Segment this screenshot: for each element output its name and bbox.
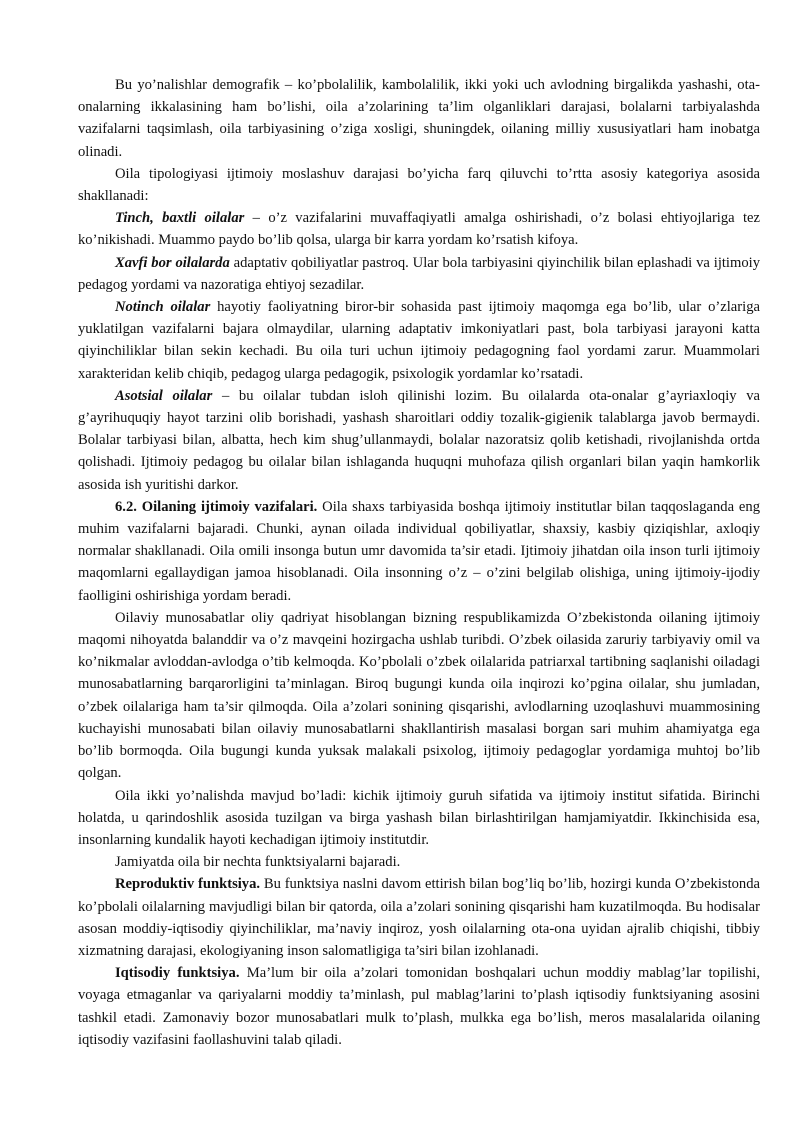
paragraph-troubled-families (78, 296, 760, 385)
paragraph-text: Oila ikki yo’nalishda mavjud bo’ladi: kichik ijtimoiy guruh sifatida va ijtimoiy institut sifatida. Birinchi holatda, u qarindoshlik asosida tuzilgan va birga yashash bilan birlashtirilgan hamjamiyatdir. Ikkinchisida esa, insonlarning kundalik hayoti kechadigan ijtimoiy institutdir. (78, 787, 760, 848)
paragraph-text: Bu funktsiya naslni davom ettirish bilan bog’liq bo’lib, hozirgi kunda O’zbekistonda ko’pbolali oilalarning mavjudligi bilan bir qatorda, oila a’zolari sonining qisqarishi ham kuzatilmoqda. Bu hodisalar asosan moddiy-iqtisodiy qiyinchiliklar, ma’naviy inqiroz, yosh oilalarning ota-ona uyidan ajralib chiqishi, tibbiy xizmatning darajasi, ekologiyaning inson salomatligiga ta’siri bilan izohlanadi. (78, 876, 760, 959)
term-economic-function: Iqtisodiy funktsiya. (115, 965, 240, 982)
term-asocial-families: Asotsial oilalar (115, 387, 213, 404)
paragraph-text: adaptativ qobiliyatlar pastroq. Ular bola tarbiyasini qiyinchilik bilan eplashadi va ijtimoiy pedagog yordami va nazoratiga ehtiyoj sezadilar. (78, 254, 760, 293)
paragraph-text: Oilaviy munosabatlar oliy qadriyat hisoblangan bizning respublikamizda O’zbekistonda oilaning ijtimoiy maqomi nihoyatda balanddir va o’z mavqeini hozirgacha ushlab turibdi. O’zbek oilasida zaruriy tarbiyaviy omil va ko’nikmalar avloddan-avlodga o’tib kelmoqda. Ko’pbolali o’zbek oilalarida patriarxal tartibning saqlanishi oiladagi munosabatlarning barqarorligini ta’minlagan. Biroq bugungi kunda oila inqirozi ko’pgina oilalar, shu jumladan, o’zbek oilalariga ham ta’sir qilmoqda. Oila a’zolari sonining qisqarishi, avlodlarning uzoqlashuvi muammosining kuchayishi munosabati bilan oilaviy munosabatlarni shakllantirish masalasi borgan sari muhim ahamiyatga ega bo’lib bormoqda. Oila bugungi kunda yuksak malakali psixolog, ijtimoiy pedagoglar yordamiga muhtoj bo’lib qolgan. (78, 609, 760, 782)
paragraph-calm-families (78, 207, 760, 251)
paragraph-family-functions (78, 851, 760, 873)
paragraph-two-directions (78, 785, 760, 852)
paragraph-family-relations-uzbekistan (78, 607, 760, 785)
paragraph-section-6-2 (78, 496, 760, 607)
paragraph-text: – o’z vazifalarini muvaffaqiyatli amalga oshirishadi, o’z bolasi ehtiyojlariga tez ko’nikishadi. Muammo paydo bo’lib qolsa, ularga bir karra yordam ko’rsatish kifoya. (78, 210, 760, 249)
paragraph-risk-families (78, 252, 760, 296)
paragraph-text: Oila shaxs tarbiyasida boshqa ijtimoiy institutlar bilan taqqoslaganda eng muhim vazifalarni bajaradi. Chunki, aynan oilada individual qobiliyatlar, shaxsiy, kasbiy qiziqishlar, axloqiy normalar shakllanadi. Oila omili insonga butun umr davomida ta’sir etadi. Ijtimoiy jihatdan oila inson turli ijtimoiy maqomlarni egallaydigan jamoa hisoblanadi. Oila insonning o’z – o’zini belgilab olishiga, uning ijtimoiy-ijodiy faolligini oshirishiga yordam beradi. (78, 498, 760, 604)
paragraph-text: hayotiy faoliyatning biror-bir sohasida past ijtimoiy maqomga ega bo’lib, ular o’zlariga yuklatilgan vazifalarni bajara olmaydilar, ularning adaptativ imkoniyatlari past, bola tarbiyasi jarayoni katta qiyinchiliklar bilan sekin kechadi. Bu oila turi uchun ijtimoiy pedagogning faol yordami zarur. Muammolari xarakteridan kelib chiqib, pedagog ularga pedagogik, psixologik yordamlar ko’rsatadi. (78, 299, 760, 382)
term-troubled-families: Notinch oilalar (115, 299, 211, 316)
term-reproductive-function: Reproduktiv funktsiya. (115, 876, 261, 893)
paragraph-text: Jamiyatda oila bir nechta funktsiyalarni bajaradi. (115, 854, 401, 871)
term-calm-families: Tinch, baxtli oilalar (115, 210, 245, 227)
paragraph-demographic-directions (78, 74, 760, 163)
paragraph-asocial-families (78, 385, 760, 496)
paragraph-reproductive-function (78, 873, 760, 962)
paragraph-economic-function (78, 962, 760, 1051)
section-heading-6-2: 6.2. Oilaning ijtimoiy vazifalari. (115, 498, 318, 515)
paragraph-text: Oila tipologiyasi ijtimoiy moslashuv darajasi bo’yicha farq qiluvchi to’rtta asosiy kategoriya asosida shakllanadi: (78, 165, 760, 205)
paragraph-family-typology (78, 163, 760, 207)
paragraph-text: – bu oilalar tubdan isloh qilinishi lozim. Bu oilalarda ota-onalar g’ayriaxloqiy va g’ayrihuquqiy hayot tarzini olib borishadi, yashash sharoitlari oddiy tozalik-gigienik talablarga javob bermaydi. Bolalar tarbiyasi bilan, albatta, hech kim shug’ullanmaydi, bolalar nazoratsiz qolib ketishadi, rivojlanishda ortda qolishadi. Ijtimoiy pedagog bu oilalar bilan ishlaganda huquqni muhofaza qilish organlari bilan yaqin hamkorlik asosida ish yuritishi darkor. (78, 387, 760, 493)
paragraph-text: Bu yo’nalishlar demografik – ko’pbolalilik, kambolalilik, ikki yoki uch avlodning birgalikda yashashi, ota-onalarning ikkalasining ham bo’lishi, oila a’zolarining ta’lim olganliklari darajasi, bolalarni tarbiyalashda vazifalarni taqsimlash, oila tarbiyasining o’ziga xosligi, shuningdek, oilaning milliy xususiyatlari ham inobatga olinadi. (78, 77, 760, 160)
paragraph-text: Ma’lum bir oila a’zolari tomonidan boshqalari uchun moddiy mablag’lar topilishi, voyaga etmaganlar va qariyalarni moddiy ta’minlash, pul mablag’larini to’plash iqtisodiy funktsiyaning asosini tashkil etadi. Zamonaviy bozor munosabatlari mulk to’plash, mulkka ega bo’lish, meros masalalarida oilaning iqtisodiy vazifasini faollashuvini talab qiladi. (78, 965, 760, 1048)
term-risk-families: Xavfi bor oilalarda (115, 254, 230, 271)
